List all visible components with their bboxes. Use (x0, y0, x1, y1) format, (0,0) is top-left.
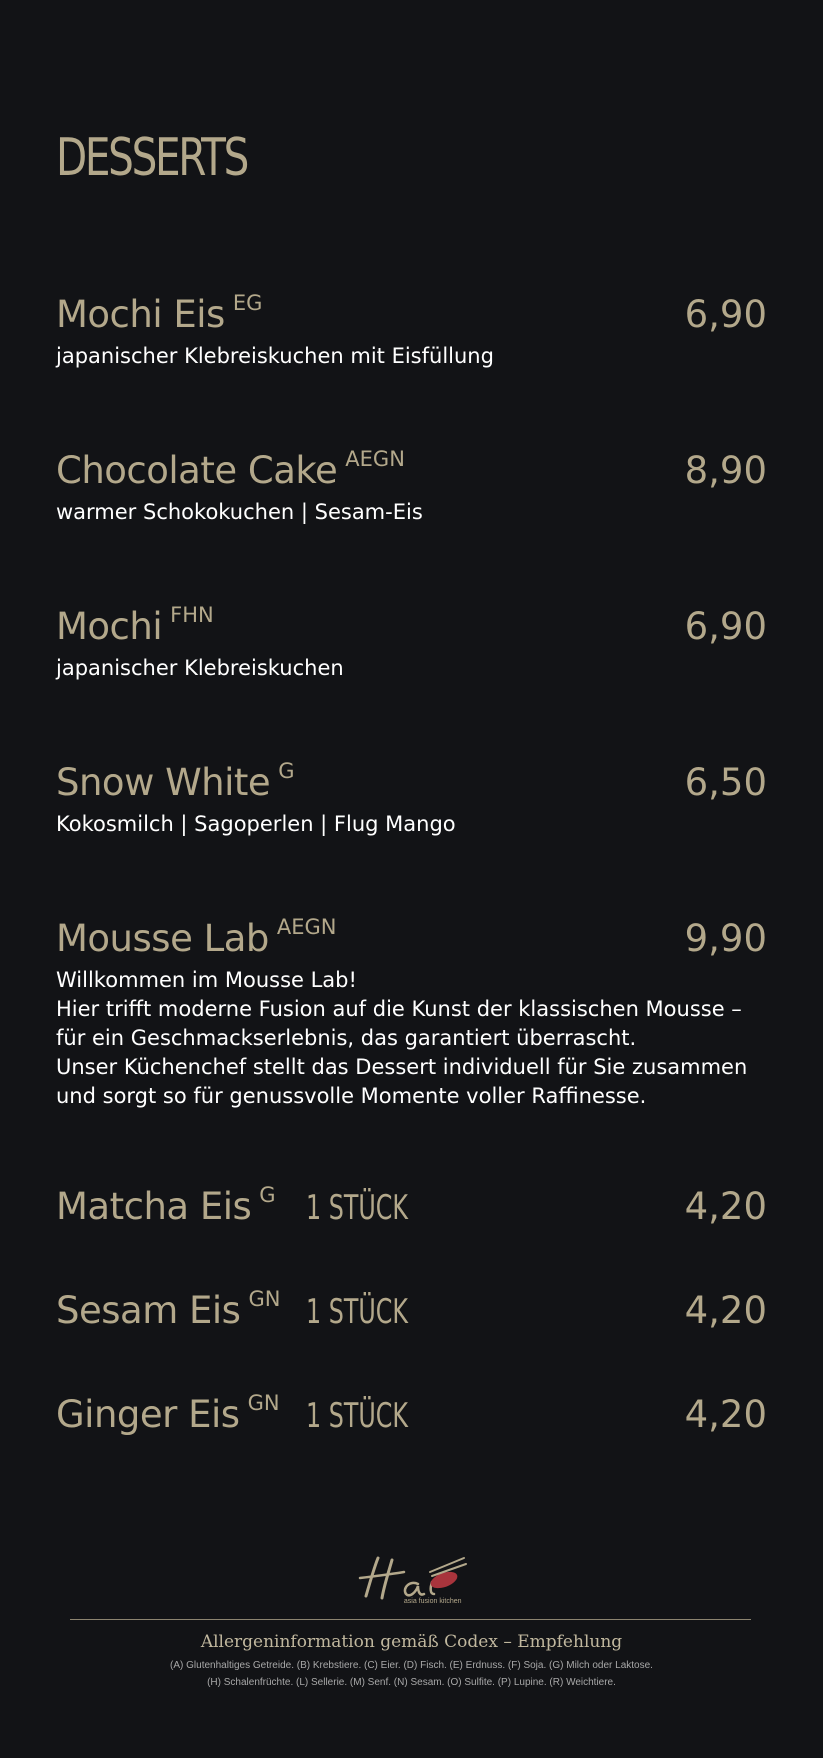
item-name: Sesam Eis $^{GN}$ (56, 1287, 281, 1332)
item-description: Kokosmilch | Sagoperlen | Flug Mango (56, 812, 456, 836)
item-quantity: 1 STÜCK (306, 1188, 409, 1228)
item-name: Matcha Eis $^G$ (56, 1183, 276, 1228)
item-quantity: 1 STÜCK (306, 1292, 409, 1332)
menu-item (56, 1286, 767, 1336)
item-name: Snow White $^G$ (56, 759, 295, 804)
allergen-codes: G (278, 759, 295, 783)
allergen-codes: FHN (170, 603, 214, 627)
menu-item (56, 446, 767, 527)
page-title: DESSERTS (56, 128, 248, 188)
item-price: 6,90 (684, 605, 767, 648)
menu-item (56, 758, 767, 839)
allergen-codes: G (259, 1183, 276, 1207)
item-price: 4,20 (684, 1289, 767, 1332)
item-name: Mochi $^{FHN}$ (56, 603, 214, 648)
item-price: 4,20 (684, 1185, 767, 1228)
footer-divider (70, 1619, 751, 1620)
footer (0, 1548, 823, 1622)
item-price: 6,90 (684, 293, 767, 336)
allergen-legend-line: (A) Glutenhaltiges Getreide. (B) Krebstiere. (C) Eier. (D) Fisch. (E) Erdnuss. (F) Soja. (G) Milch oder Laktose. (170, 1660, 653, 1671)
item-description: Willkommen im Mousse Lab! Hier trifft moderne Fusion auf die Kunst der klassischen Mousse – für ein Geschmackserlebnis, das garantiert überrascht. Unser Küchenchef stellt das Dessert individuell für Sie zusammen und sorgt so für genussvolle Momente voller Raffinesse. (56, 968, 748, 1108)
item-price: 4,20 (684, 1393, 767, 1436)
allergen-codes: AEGN (345, 447, 405, 471)
menu-item (56, 1182, 767, 1232)
item-name: Chocolate Cake $^{AEGN}$ (56, 447, 405, 492)
brand-logo (352, 1548, 472, 1618)
allergen-title: Allergeninformation gemäß Codex – Empfehlung (200, 1632, 623, 1652)
item-description: warmer Schokokuchen | Sesam-Eis (56, 500, 423, 524)
allergen-codes: EG (232, 291, 263, 315)
menu-item (56, 290, 767, 371)
item-price: 8,90 (684, 449, 767, 492)
item-price: 9,90 (684, 917, 767, 960)
item-name: Mousse Lab $^{AEGN}$ (56, 915, 337, 960)
item-description: japanischer Klebreiskuchen mit Eisfüllung (56, 344, 494, 368)
item-quantity: 1 STÜCK (306, 1396, 409, 1436)
item-description: japanischer Klebreiskuchen (56, 656, 344, 680)
logo-subtitle: asia fusion kitchen (403, 1598, 462, 1605)
menu-item (56, 914, 767, 1111)
item-name: Mochi Eis $^{EG}$ (56, 291, 263, 336)
item-name: Ginger Eis $^{GN}$ (56, 1391, 280, 1436)
menu-item (56, 1390, 767, 1440)
allergen-codes: AEGN (276, 915, 337, 939)
allergen-codes: GN (248, 1287, 281, 1311)
menu-item (56, 602, 767, 683)
allergen-codes: GN (247, 1391, 280, 1415)
item-price: 6,50 (684, 761, 767, 804)
allergen-legend-line: (H) Schalenfrüchte. (L) Sellerie. (M) Senf. (N) Sesam. (O) Sulfite. (P) Lupine. (R) Weichtiere. (207, 1677, 616, 1688)
